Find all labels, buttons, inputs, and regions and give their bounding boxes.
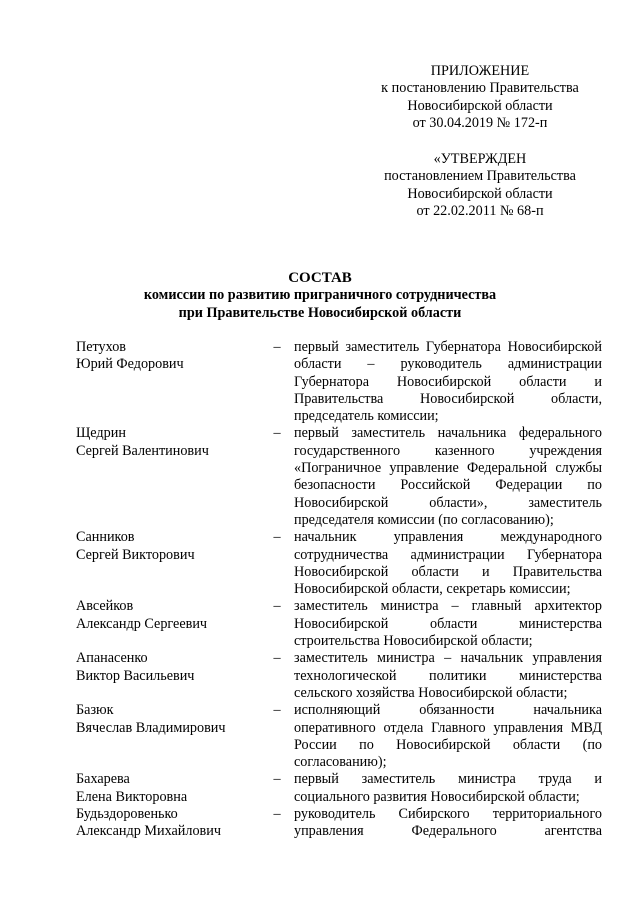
title-line: комиссии по развитию приграничного сотрудничества bbox=[143, 287, 497, 304]
dash-separator: – bbox=[273, 702, 281, 719]
member-name bbox=[76, 650, 266, 685]
title-line: при Правительстве Новосибирской области bbox=[178, 304, 462, 321]
member-name bbox=[76, 702, 266, 737]
dash-separator: – bbox=[273, 650, 281, 667]
member-surname: Базюк bbox=[76, 702, 114, 719]
member-given-name: Вячеслав Владимирович bbox=[76, 719, 226, 736]
member-given-name: Виктор Васильевич bbox=[76, 667, 195, 684]
appendix-line: Новосибирской области bbox=[407, 97, 553, 114]
member-surname: Бахарева bbox=[76, 771, 130, 788]
appendix-line: к постановлению Правительства bbox=[381, 80, 579, 97]
member-surname: Апанасенко bbox=[76, 650, 148, 667]
member-position: первый заместитель министра труда и социального развития Новосибирской области; bbox=[294, 771, 602, 805]
dash-separator: – bbox=[273, 425, 281, 442]
member-position: начальник управления международного сотрудничества администрации Губернатора Новосибирской области и Правительства Новосибирской области, секретарь комиссии; bbox=[294, 529, 602, 598]
member-given-name: Юрий Федорович bbox=[76, 356, 184, 373]
approval-line: Новосибирской области bbox=[407, 185, 553, 202]
appendix-line: ПРИЛОЖЕНИЕ bbox=[430, 63, 530, 79]
member-row bbox=[0, 339, 640, 425]
approval-line: от 22.02.2011 № 68-п bbox=[416, 202, 544, 219]
member-surname: Будьздоровенько bbox=[76, 806, 178, 823]
commission-members-list bbox=[0, 339, 640, 841]
member-row bbox=[0, 529, 640, 598]
dash-separator: – bbox=[273, 529, 281, 546]
member-row bbox=[0, 771, 640, 806]
document-title bbox=[0, 270, 640, 322]
member-position: руководитель Сибирского территориального управления Федерального агентства bbox=[294, 806, 602, 840]
member-position: заместитель министра – главный архитектор Новосибирской области министерства строительства Новосибирской области; bbox=[294, 598, 602, 650]
member-surname: Санников bbox=[76, 529, 135, 546]
member-name bbox=[76, 425, 266, 460]
appendix-header bbox=[352, 63, 608, 132]
member-given-name: Сергей Викторович bbox=[76, 546, 195, 563]
member-position: заместитель министра – начальник управления технологической политики министерства сельского хозяйства Новосибирской области; bbox=[294, 650, 602, 701]
appendix-line: от 30.04.2019 № 172-п bbox=[412, 114, 548, 131]
member-given-name: Сергей Валентинович bbox=[76, 442, 209, 459]
member-given-name: Александр Михайлович bbox=[76, 823, 221, 840]
member-given-name: Александр Сергеевич bbox=[76, 615, 208, 632]
member-name bbox=[76, 598, 266, 633]
member-row bbox=[0, 650, 640, 702]
member-row bbox=[0, 702, 640, 771]
member-row bbox=[0, 425, 640, 529]
member-position: первый заместитель начальника федерального государственного казенного учреждения «Пограничное управление Федеральной службы безопасности Российской Федерации по Новосибирской области», заместитель председателя комиссии (по согласованию); bbox=[294, 425, 602, 528]
approval-line: «УТВЕРЖДЕН bbox=[433, 151, 527, 167]
member-given-name: Елена Викторовна bbox=[76, 788, 188, 805]
dash-separator: – bbox=[273, 339, 281, 355]
approval-stamp-text bbox=[352, 151, 608, 220]
member-surname: Авсейков bbox=[76, 598, 134, 615]
member-surname: Щедрин bbox=[76, 425, 126, 442]
dash-separator: – bbox=[273, 806, 281, 823]
member-name bbox=[76, 529, 266, 564]
approval-line: постановлением Правительства bbox=[384, 168, 576, 185]
member-name bbox=[76, 806, 266, 841]
member-row bbox=[0, 806, 640, 841]
member-row bbox=[0, 598, 640, 650]
title-heading: СОСТАВ bbox=[288, 270, 352, 286]
member-name bbox=[76, 339, 266, 374]
dash-separator: – bbox=[273, 598, 281, 615]
member-name bbox=[76, 771, 266, 806]
member-position: первый заместитель Губернатора Новосибирской области – руководитель администрации Губернатора Новосибирской области и Правительства Новосибирской области, председатель комиссии; bbox=[294, 339, 602, 425]
member-surname: Петухов bbox=[76, 339, 126, 355]
member-position: исполняющий обязанности начальника оперативного отдела Главного управления МВД России по Новосибирской области (по согласованию); bbox=[294, 702, 602, 771]
dash-separator: – bbox=[273, 771, 281, 788]
